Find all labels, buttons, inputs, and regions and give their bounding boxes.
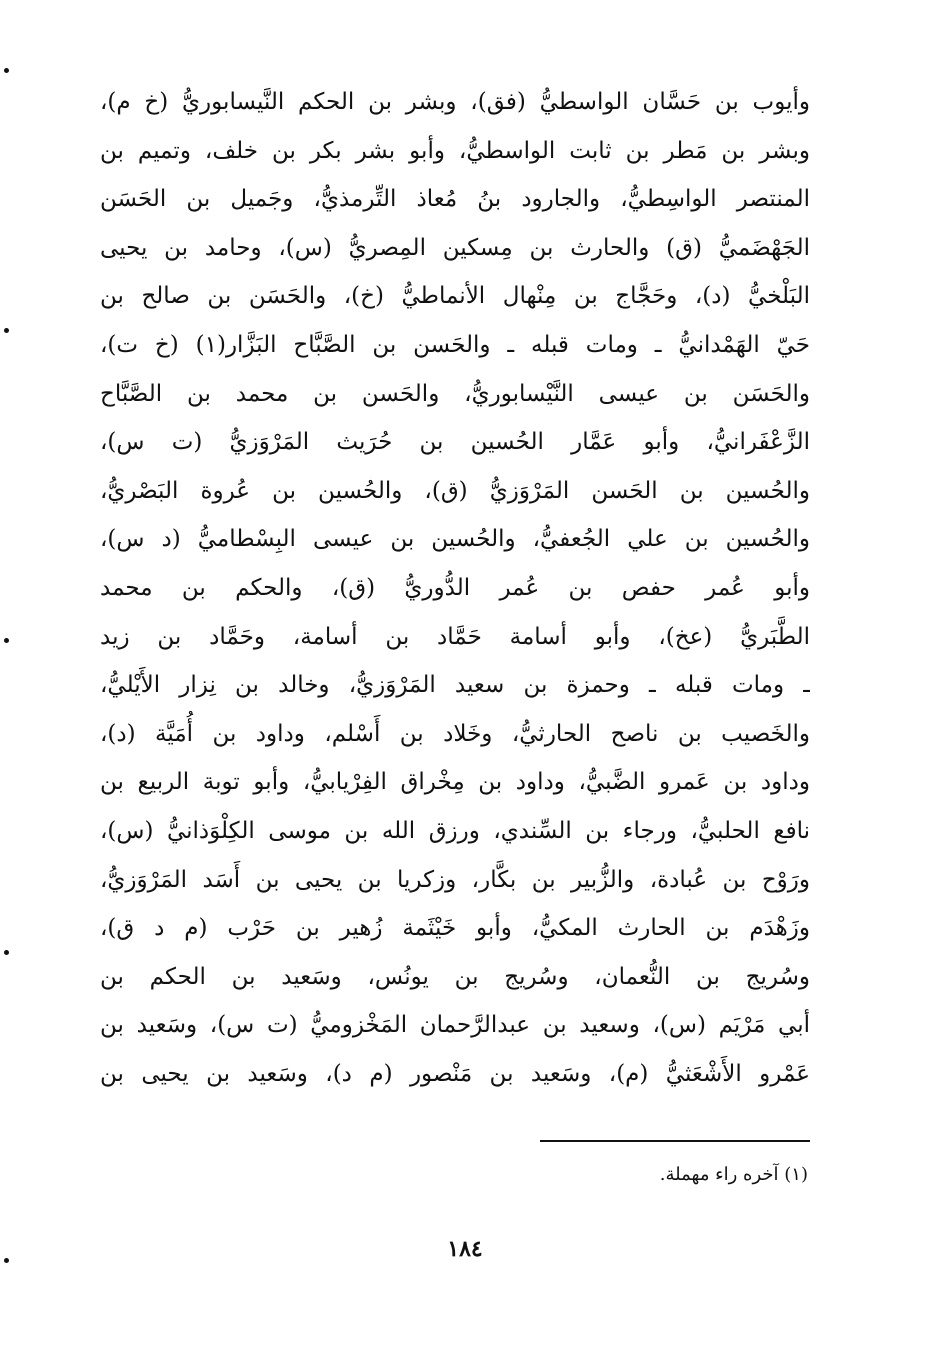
- text-line: وسُريج بن النُّعمان، وسُريج بن يونُس، وسَعيد بن الحكم بن: [100, 963, 810, 990]
- text-line: المنتصر الواسِطيُّ، والجارود بنُ مُعاذ التِّرمذيُّ، وجَميل بن الحَسَن: [100, 186, 810, 213]
- margin-mark: [4, 950, 9, 955]
- text-line: والحُسين بن الحَسن المَرْوَزيُّ (ق)، والحُسين بن عُروة البَصْريُّ،: [100, 477, 810, 504]
- text-line: الزَّعْفَرانيُّ، وأبو عَمَّار الحُسين بن حُرَيث المَرْوَزيُّ (ت س)،: [100, 429, 810, 456]
- text-line: وداود بن عَمرو الضَّبيُّ، وداود بن مِخْراق الفِرْيابيُّ، وأبو توبة الربيع بن: [100, 769, 810, 796]
- text-line: وزَهْدَم بن الحارث المكيُّ، وأبو خَيْثَمة زُهير بن حَرْب (م د ق)،: [100, 915, 810, 942]
- text-line: والحَسَن بن عيسى النَّيْسابوريُّ، والحَسن بن محمد بن الصَّبَّاح: [100, 380, 810, 407]
- text-line: أبي مَرْيَم (س)، وسعيد بن عبدالرَّحمان المَخْزوميُّ (ت س)، وسَعيد بن: [100, 1012, 810, 1039]
- text-line: الطَّبَريُّ (عخ)، وأبو أسامة حَمَّاد بن أسامة، وحَمَّاد بن زيد: [100, 623, 810, 650]
- margin-mark: [4, 638, 9, 643]
- text-line: البَلْخيُّ (د)، وحَجَّاج بن مِنْهال الأنماطيُّ (خ)، والحَسَن بن صالح بن: [100, 283, 810, 310]
- text-line: نافع الحلبيُّ، ورجاء بن السِّندي، ورزق الله بن موسى الكِلْوَذانيُّ (س)،: [100, 817, 810, 844]
- margin-mark: [4, 68, 9, 73]
- text-line: وبشر بن مَطر بن ثابت الواسطيُّ، وأبو بشر بكر بن خلف، وتميم بن: [100, 137, 810, 164]
- main-text-block: [100, 78, 810, 1098]
- text-line: ـ ومات قبله ـ وحمزة بن سعيد المَرْوَزيُّ، وخالد بن نِزار الأَيْليُّ،: [100, 672, 810, 699]
- text-line: والخَصيب بن ناصح الحارثيُّ، وخَلاد بن أَسْلم، وداود بن أُمَيَّة (د)،: [100, 720, 810, 747]
- text-line: الجَهْضَميُّ (ق) والحارث بن مِسكين المِصريُّ (س)، وحامد بن يحيى: [100, 234, 810, 261]
- text-line: وأبو عُمر حفص بن عُمر الدُّوريُّ (ق)، والحكم بن محمد: [100, 574, 810, 601]
- text-line: حَيّ الهَمْدانيُّ ـ ومات قبله ـ والحَسن بن الصَّبَّاح البَزَّار(١) (خ ت)،: [100, 331, 810, 358]
- text-line: ورَوْح بن عُبادة، والزُّبير بن بكَّار، وزكريا بن يحيى بن أَسَد المَرْوَزيُّ،: [100, 866, 810, 893]
- margin-mark: [4, 328, 9, 333]
- text-line: والحُسين بن علي الجُعفيُّ، والحُسين بن عيسى البِسْطاميُّ (د س)،: [100, 526, 810, 553]
- footnote-divider: [540, 1140, 810, 1142]
- footnote: (١) آخره راء مهملة.: [659, 1164, 808, 1185]
- text-line: وأيوب بن حَسَّان الواسطيُّ (فق)، وبشر بن الحكم النَّيسابوريُّ (خ م)،: [100, 89, 810, 115]
- page-number: ١٨٤: [447, 1236, 483, 1262]
- text-line: عَمْرو الأَشْعَثيُّ (م)، وسَعيد بن مَنْصور (م د)، وسَعيد بن يحيى بن: [100, 1060, 810, 1087]
